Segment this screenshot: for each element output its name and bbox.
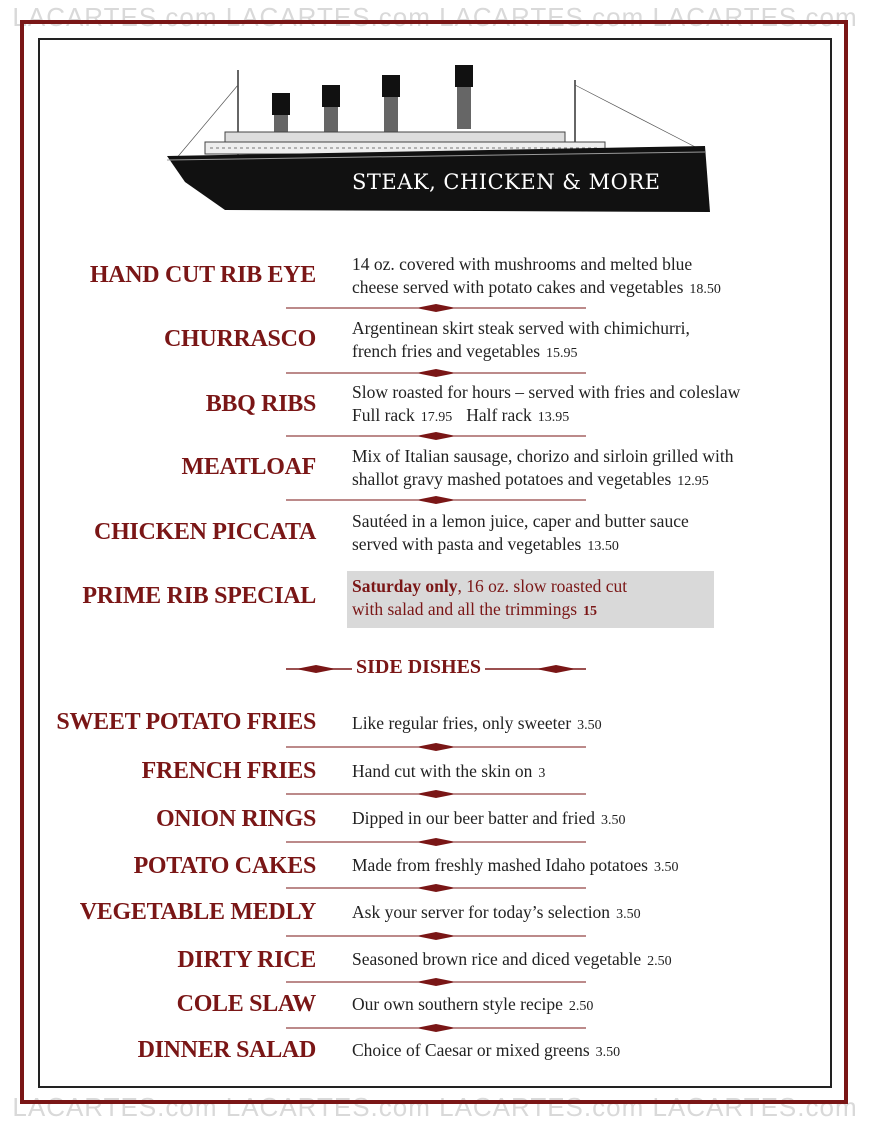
item-description: Argentinean skirt steak served with chimichurri, french fries and vegetables 15.95 (352, 318, 690, 361)
divider-icon (286, 1024, 586, 1032)
item-price: 2.50 (568, 999, 594, 1014)
item-price: 3 (538, 766, 546, 781)
item-description: Hand cut with the skin on 3 (352, 761, 546, 781)
item-description: Sautéed in a lemon juice, caper and butter sauce served with pasta and vegetables 13.50 (352, 511, 689, 554)
item-price: 13.50 (587, 539, 619, 554)
item-description: Like regular fries, only sweeter 3.50 (352, 713, 602, 733)
divider-icon (286, 304, 586, 312)
item-price: 3.50 (653, 860, 679, 875)
divider-icon (286, 369, 586, 377)
divider-icon (286, 496, 586, 504)
item-name: DIRTY RICE (177, 947, 316, 973)
item-description: Slow roasted for hours – served with fries and coleslaw Full rack 17.95 Half rack 13.95 (352, 382, 741, 425)
item-name: MEATLOAF (181, 454, 316, 480)
item-description: Choice of Caesar or mixed greens 3.50 (352, 1040, 621, 1060)
divider-icon (286, 838, 586, 846)
item-price: 12.95 (677, 474, 709, 489)
item-name: HAND CUT RIB EYE (89, 262, 316, 288)
item-price: 3.50 (595, 1045, 621, 1060)
watermark-bottom: LACARTES.com LACARTES.com LACARTES.com LACARTES.com (12, 1092, 858, 1122)
page-title: STEAK, CHICKEN & MORE (352, 170, 661, 194)
item-description: Ask your server for today’s selection 3.50 (352, 902, 641, 922)
item-description: Dipped in our beer batter and fried 3.50 (352, 808, 626, 828)
item-description: Made from freshly mashed Idaho potatoes 3.50 (352, 855, 679, 875)
item-name: CHURRASCO (164, 326, 316, 352)
watermark-top: LACARTES.com LACARTES.com LACARTES.com LACARTES.com (12, 2, 858, 32)
item-name: POTATO CAKES (133, 853, 316, 879)
item-price: 17.95 (420, 410, 453, 425)
item-price: 15.95 (546, 346, 578, 361)
item-price: 2.50 (647, 954, 672, 969)
section-heading: SIDE DISHES (352, 656, 485, 679)
item-name: PRIME RIB SPECIAL (82, 583, 316, 609)
item-description: Our own southern style recipe 2.50 (352, 994, 594, 1014)
divider-icon (286, 432, 586, 440)
ship-icon (165, 60, 710, 220)
item-name: DINNER SALAD (137, 1037, 316, 1063)
item-price: 3.50 (616, 907, 641, 922)
item-name: BBQ RIBS (205, 391, 316, 417)
item-name: VEGETABLE MEDLY (79, 899, 316, 925)
divider-icon (286, 932, 586, 940)
item-description: Saturday only, 16 oz. slow roasted cut with salad and all the trimmings 15 (352, 576, 628, 619)
item-description: 14 oz. covered with mushrooms and melted blue cheese served with potato cakes and vegetables 18.50 (352, 254, 721, 297)
divider-icon (286, 743, 586, 751)
item-name: SWEET POTATO FRIES (56, 709, 316, 735)
item-name: ONION RINGS (155, 806, 316, 832)
item-description: Seasoned brown rice and diced vegetable 2.50 (352, 949, 672, 969)
divider-icon (286, 978, 586, 986)
item-name: COLE SLAW (176, 991, 316, 1017)
item-name: FRENCH FRIES (141, 758, 316, 784)
item-name: CHICKEN PICCATA (94, 519, 316, 545)
divider-icon (286, 790, 586, 798)
item-price: 18.50 (689, 282, 721, 297)
item-price: 15 (583, 604, 598, 619)
item-price: 13.95 (537, 410, 570, 425)
item-description: Mix of Italian sausage, chorizo and sirloin grilled with shallot gravy mashed potatoes and vegetables 12.95 (352, 446, 734, 489)
divider-icon (286, 884, 586, 892)
item-price: 3.50 (577, 718, 602, 733)
item-price: 3.50 (600, 813, 626, 828)
